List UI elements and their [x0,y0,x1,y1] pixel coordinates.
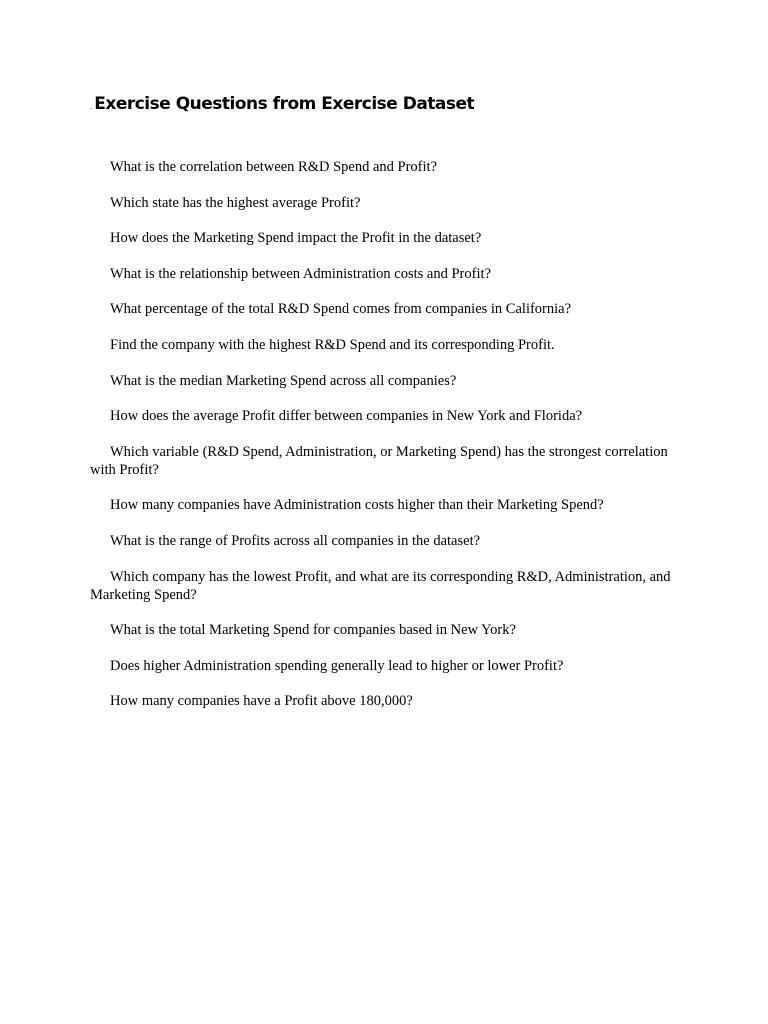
question-item: Which company has the lowest Profit, and what are its corresponding R&D, Administration, and Marketing Spend? [90,568,671,603]
question-item: How does the average Profit differ between companies in New York and Florida? [110,408,583,425]
question-item: How many companies have Administration costs higher than their Marketing Spend? [110,497,604,514]
question-item: What is the correlation between R&D Spend and Profit? [110,159,437,175]
heading-marker: . [90,103,93,111]
question-item: How does the Marketing Spend impact the Profit in the dataset? [110,230,482,247]
question-item: How many companies have a Profit above 180,000? [110,693,413,710]
question-item: What is the total Marketing Spend for companies based in New York? [110,622,516,639]
question-list [90,158,680,728]
question-item: Find the company with the highest R&D Spend and its corresponding Profit. [110,336,555,353]
page-title: Exercise Questions from Exercise Dataset [94,94,475,114]
page-heading [90,94,474,114]
question-item: Which state has the highest average Profit? [110,194,361,211]
question-item: Does higher Administration spending generally lead to higher or lower Profit? [110,657,564,674]
question-item: What percentage of the total R&D Spend comes from companies in California? [110,301,572,318]
question-item: What is the range of Profits across all companies in the dataset? [110,532,481,549]
question-item: Which variable (R&D Spend, Administration, or Marketing Spend) has the strongest correlation with Profit? [90,443,668,478]
question-item: What is the relationship between Administration costs and Profit? [110,265,491,282]
question-item: What is the median Marketing Spend across all companies? [110,372,457,389]
